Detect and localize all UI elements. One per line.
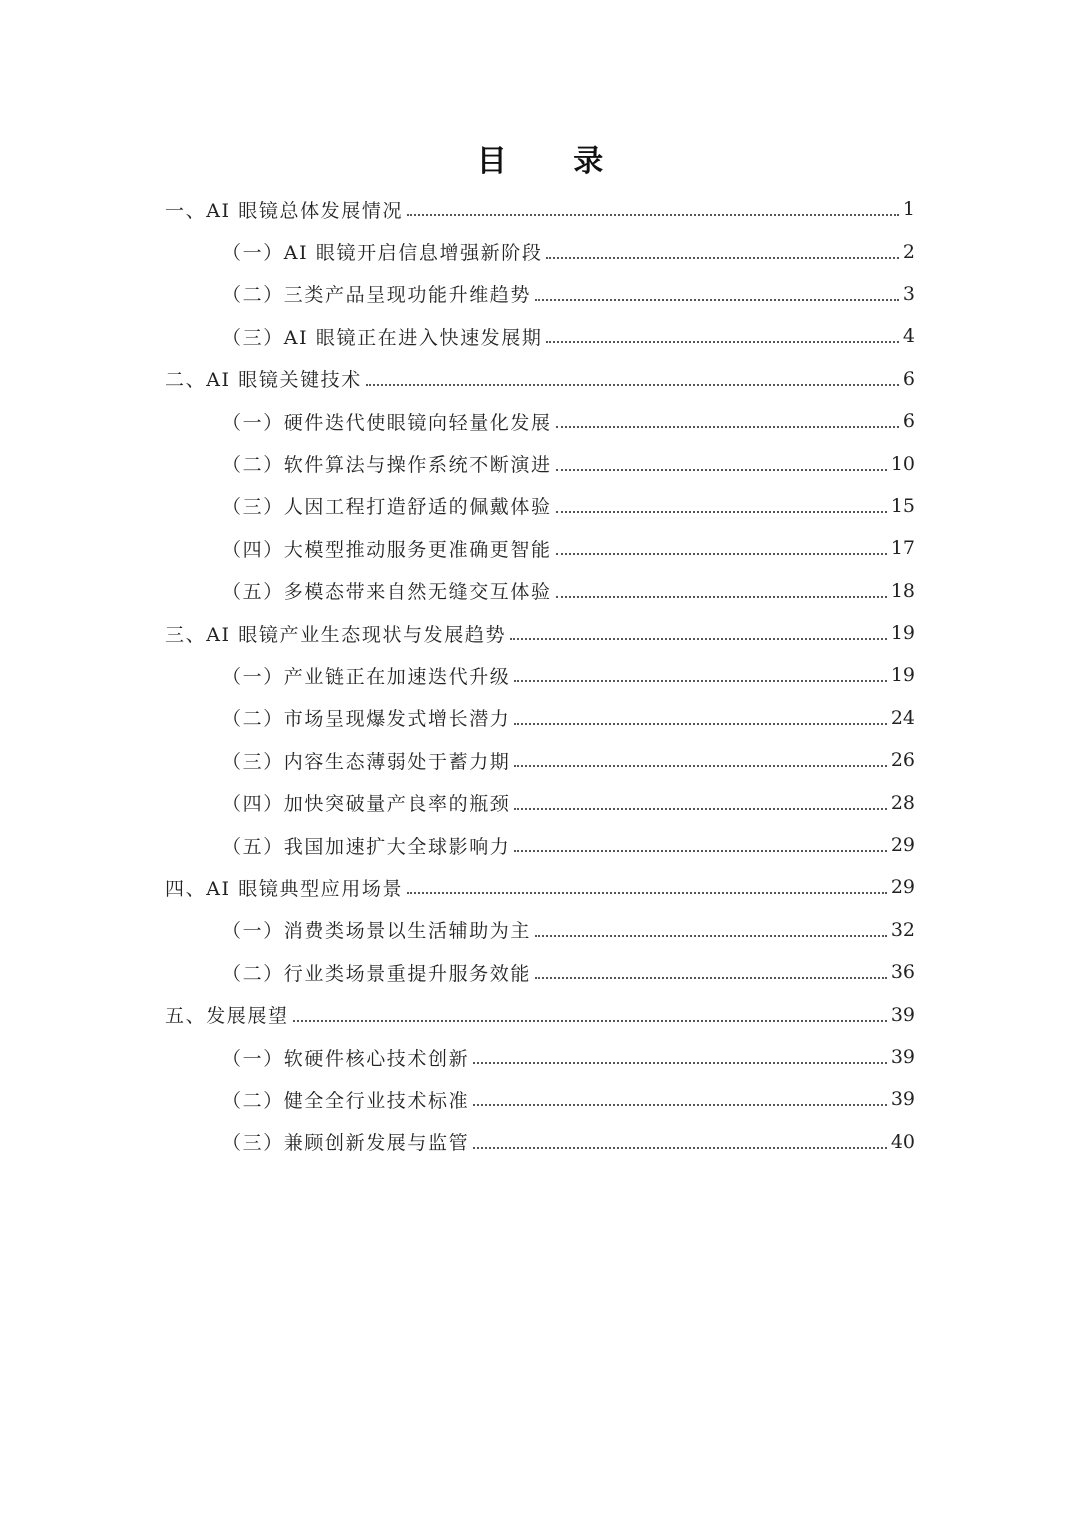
toc-dot-leader (293, 1020, 887, 1022)
toc-page-number: 36 (890, 961, 915, 984)
toc-dot-leader (366, 384, 899, 386)
toc-section-entry[interactable] (0, 951, 1080, 993)
toc-section-entry[interactable] (0, 1121, 1080, 1163)
toc-dot-leader (407, 892, 887, 894)
toc-dot-leader (556, 426, 899, 428)
toc-section-entry[interactable] (0, 909, 1080, 951)
toc-page-number: 3 (902, 282, 915, 305)
toc-entry-label: （二）行业类场景重提升服务效能 (222, 962, 532, 985)
toc-dot-leader (535, 935, 887, 937)
toc-dot-leader (510, 638, 887, 640)
toc-entry-label: （一）消费类场景以生活辅助为主 (222, 920, 532, 943)
toc-page-number: 4 (902, 325, 915, 348)
toc-chapter-entry[interactable] (0, 188, 1080, 230)
toc-dot-leader (546, 257, 898, 259)
toc-entry-label: （三）内容生态薄弱处于蓄力期 (222, 750, 511, 773)
toc-section-entry[interactable] (0, 654, 1080, 696)
toc-entry-label: （五）我国加速扩大全球影响力 (222, 835, 511, 858)
toc-dot-leader (407, 214, 899, 216)
toc-list (0, 188, 1080, 1163)
toc-page-number: 6 (902, 410, 915, 433)
toc-entry-label: （四）加快突破量产良率的瓶颈 (222, 793, 511, 816)
toc-entry-label: （二）软件算法与操作系统不断演进 (222, 454, 552, 477)
toc-entry-label: （一）硬件迭代使眼镜向轻量化发展 (222, 411, 552, 434)
toc-chapter-entry[interactable] (0, 358, 1080, 400)
toc-dot-leader (556, 469, 887, 471)
toc-chapter-entry[interactable] (0, 612, 1080, 654)
toc-dot-leader (514, 680, 886, 682)
toc-entry-label: （三）人因工程打造舒适的佩戴体验 (222, 496, 552, 519)
toc-dot-leader (556, 553, 887, 555)
toc-page-number: 2 (902, 240, 915, 263)
toc-chapter-entry[interactable] (0, 993, 1080, 1035)
toc-page-number: 39 (890, 1088, 915, 1111)
toc-page-number: 19 (890, 622, 915, 645)
toc-page-number: 29 (890, 876, 915, 899)
toc-page-number: 40 (890, 1130, 915, 1153)
toc-dot-leader (535, 977, 887, 979)
toc-section-entry[interactable] (0, 485, 1080, 527)
toc-dot-leader (556, 511, 887, 513)
toc-dot-leader (514, 850, 886, 852)
toc-section-entry[interactable] (0, 781, 1080, 823)
toc-entry-label: （二）市场呈现爆发式增长潜力 (222, 708, 511, 731)
toc-section-entry[interactable] (0, 824, 1080, 866)
toc-page-number: 18 (890, 579, 915, 602)
toc-page-number: 17 (890, 537, 915, 560)
toc-entry-label: （二）健全全行业技术标准 (222, 1089, 470, 1112)
toc-entry-label: （二）三类产品呈现功能升维趋势 (222, 284, 532, 307)
toc-section-entry[interactable] (0, 273, 1080, 315)
toc-page-number: 39 (890, 1003, 915, 1026)
toc-section-entry[interactable] (0, 1078, 1080, 1120)
toc-entry-label: （五）多模态带来自然无缝交互体验 (222, 581, 552, 604)
toc-section-entry[interactable] (0, 400, 1080, 442)
toc-entry-label: （四）大模型推动服务更准确更智能 (222, 538, 552, 561)
toc-section-entry[interactable] (0, 442, 1080, 484)
toc-page-number: 24 (890, 706, 915, 729)
toc-dot-leader (556, 596, 887, 598)
toc-page-number: 28 (890, 791, 915, 814)
toc-section-entry[interactable] (0, 739, 1080, 781)
toc-entry-label: （一）软硬件核心技术创新 (222, 1047, 470, 1070)
toc-page-number: 10 (890, 452, 915, 475)
toc-page-number: 32 (890, 918, 915, 941)
toc-dot-leader (473, 1104, 887, 1106)
toc-section-entry[interactable] (0, 1036, 1080, 1078)
toc-dot-leader (514, 765, 886, 767)
toc-dot-leader (514, 808, 886, 810)
toc-page-number: 15 (890, 494, 915, 517)
toc-chapter-entry[interactable] (0, 866, 1080, 908)
toc-dot-leader (535, 299, 899, 301)
toc-dot-leader (473, 1147, 887, 1149)
toc-entry-label: （一）AI 眼镜开启信息增强新阶段 (222, 242, 543, 265)
toc-entry-label: 五、发展展望 (165, 1005, 289, 1028)
toc-dot-leader (514, 723, 886, 725)
toc-title: 目 录 (476, 144, 632, 179)
toc-section-entry[interactable] (0, 230, 1080, 272)
toc-page-number: 39 (890, 1046, 915, 1068)
toc-page-number: 26 (890, 749, 915, 772)
toc-dot-leader (546, 341, 898, 343)
toc-page-number: 19 (890, 664, 915, 687)
toc-page-number: 29 (890, 834, 915, 857)
toc-section-entry[interactable] (0, 570, 1080, 612)
toc-page-number: 6 (902, 367, 915, 390)
toc-page-number: 1 (902, 198, 915, 221)
toc-section-entry[interactable] (0, 315, 1080, 357)
toc-entry-label: （三）AI 眼镜正在进入快速发展期 (222, 326, 543, 349)
toc-entry-label: （三）兼顾创新发展与监管 (222, 1132, 470, 1155)
toc-entry-label: 四、AI 眼镜典型应用场景 (165, 877, 404, 900)
toc-entry-label: 三、AI 眼镜产业生态现状与发展趋势 (165, 623, 507, 646)
toc-entry-label: （一）产业链正在加速迭代升级 (222, 665, 511, 688)
toc-section-entry[interactable] (0, 697, 1080, 739)
toc-entry-label: 二、AI 眼镜关键技术 (165, 369, 362, 392)
toc-entry-label: 一、AI 眼镜总体发展情况 (165, 199, 404, 222)
toc-section-entry[interactable] (0, 527, 1080, 569)
toc-dot-leader (473, 1062, 887, 1064)
